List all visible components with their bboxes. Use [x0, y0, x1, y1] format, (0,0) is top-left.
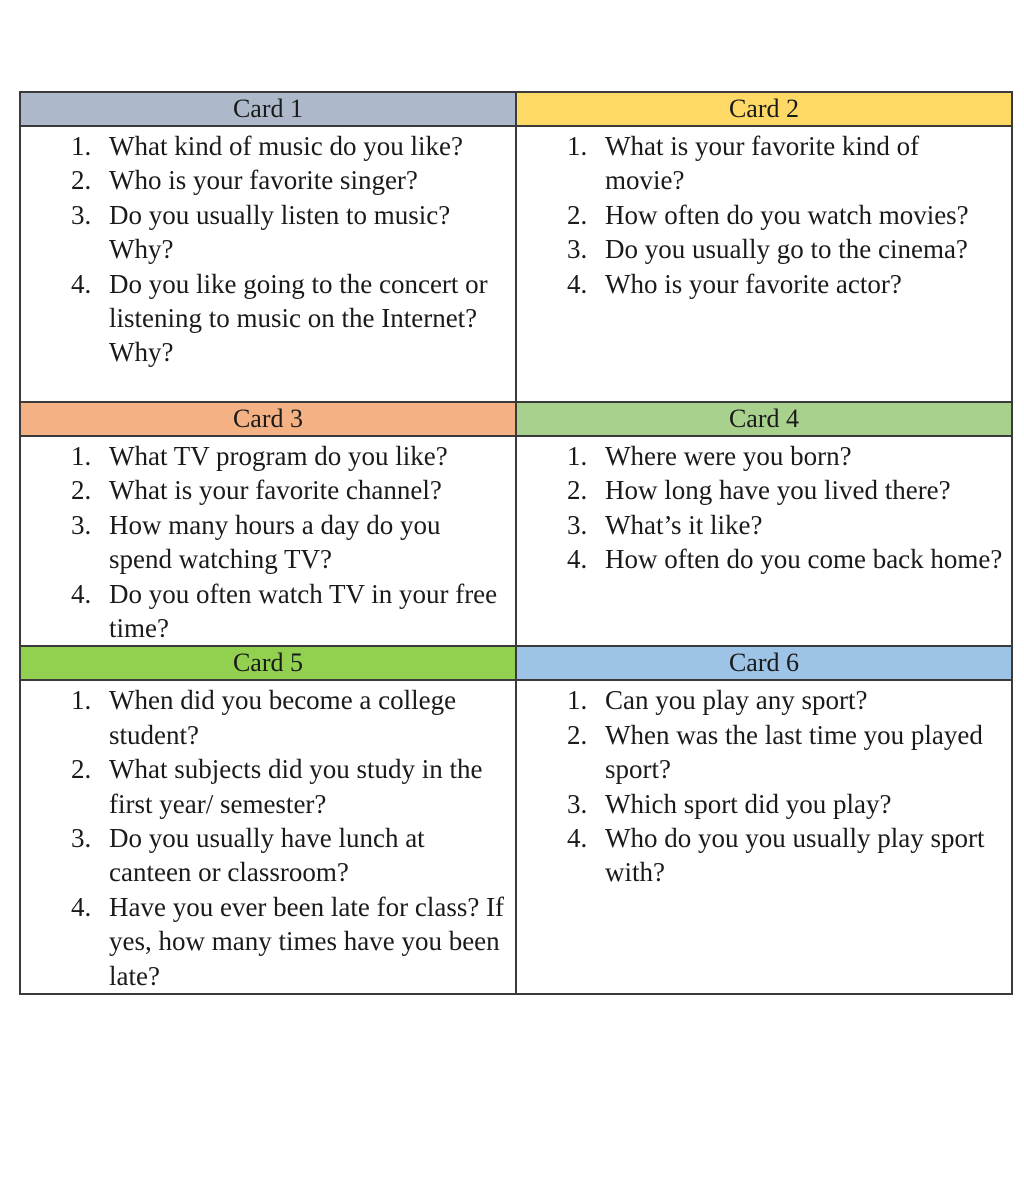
question-item	[21, 267, 515, 370]
question-item	[21, 508, 515, 577]
question-number: 3.	[567, 509, 588, 540]
card-3-header: Card 3	[20, 402, 516, 436]
question-text: Who is your favorite actor?	[605, 268, 902, 299]
question-number: 2.	[71, 754, 92, 785]
question-text: How often do you come back home?	[605, 544, 1003, 575]
question-item	[21, 752, 515, 821]
question-text: What kind of music do you like?	[109, 131, 463, 161]
card-5-header: Card 5	[20, 646, 516, 680]
card-1-body	[20, 126, 516, 402]
card-1-question-list	[21, 129, 515, 370]
question-item	[517, 787, 1011, 821]
question-text: What’s it like?	[605, 509, 763, 540]
card-5-question-list	[21, 683, 515, 993]
card-1-header: Card 1	[20, 92, 516, 126]
question-number: 1.	[567, 131, 588, 161]
question-item	[517, 542, 1011, 576]
question-number: 3.	[567, 788, 588, 819]
question-item	[21, 473, 515, 507]
question-text: How long have you lived there?	[605, 475, 951, 506]
question-number: 1.	[71, 131, 92, 161]
card-3-question-list	[21, 439, 515, 645]
question-text: Have you ever been late for class? If yes, how many times have you been late?	[109, 891, 505, 991]
card-2-header: Card 2	[516, 92, 1012, 126]
header-row	[20, 402, 1012, 436]
question-number: 2.	[567, 199, 588, 230]
question-number: 1.	[71, 441, 92, 471]
question-number: 1.	[567, 441, 588, 471]
question-number: 4.	[71, 578, 92, 609]
card-5-body	[20, 680, 516, 994]
question-number: 4.	[71, 268, 92, 299]
question-number: 2.	[71, 475, 92, 506]
question-item	[517, 267, 1011, 301]
body-row	[20, 126, 1012, 402]
question-number: 1.	[567, 685, 588, 716]
question-item	[21, 683, 515, 752]
question-item	[21, 439, 515, 473]
question-text: Do you like going to the concert or listening to music on the Internet? Why?	[109, 268, 488, 368]
card-6-question-list	[517, 683, 1011, 889]
question-number: 4.	[567, 268, 588, 299]
question-number: 3.	[71, 199, 92, 230]
question-text: Where were you born?	[605, 441, 852, 471]
question-number: 3.	[71, 823, 92, 854]
question-text: Who is your favorite singer?	[109, 165, 418, 196]
question-item	[517, 473, 1011, 507]
header-row	[20, 92, 1012, 126]
question-text: Do you usually have lunch at canteen or classroom?	[109, 823, 425, 888]
card-2-body	[516, 126, 1012, 402]
question-text: Who do you you usually play sport with?	[605, 823, 985, 888]
header-row	[20, 646, 1012, 680]
question-item	[21, 198, 515, 267]
question-number: 4.	[567, 823, 588, 854]
question-item	[21, 821, 515, 890]
question-text: When was the last time you played sport?	[605, 719, 983, 785]
question-number: 2.	[71, 165, 92, 196]
question-number: 2.	[567, 719, 588, 750]
card-2-question-list	[517, 129, 1011, 301]
question-text: When did you become a college student?	[109, 685, 457, 750]
question-number: 2.	[567, 475, 588, 506]
question-item	[517, 683, 1011, 717]
card-4-body	[516, 436, 1012, 646]
card-6-header: Card 6	[516, 646, 1012, 680]
question-text: How many hours a day do you spend watching TV?	[109, 509, 441, 575]
card-3-body	[20, 436, 516, 646]
question-number: 1.	[71, 685, 92, 716]
question-number: 3.	[71, 509, 92, 540]
question-text: What TV program do you like?	[109, 441, 448, 471]
cards-table	[19, 91, 1013, 995]
question-item	[21, 129, 515, 163]
question-text: What is your favorite channel?	[109, 475, 442, 506]
body-row	[20, 680, 1012, 994]
question-item	[21, 163, 515, 197]
question-text: How often do you watch movies?	[605, 199, 969, 230]
question-text: What subjects did you study in the first year/ semester?	[109, 754, 483, 819]
question-text: What is your favorite kind of movie?	[605, 131, 920, 196]
question-item	[21, 577, 515, 646]
question-item	[517, 718, 1011, 787]
question-text: Do you usually go to the cinema?	[605, 234, 968, 265]
question-item	[517, 232, 1011, 266]
question-item	[517, 508, 1011, 542]
body-row	[20, 436, 1012, 646]
question-item	[21, 890, 515, 993]
question-text: Which sport did you play?	[605, 788, 892, 819]
question-text: Do you often watch TV in your free time?	[109, 578, 498, 644]
card-4-question-list	[517, 439, 1011, 577]
question-item	[517, 821, 1011, 890]
question-text: Do you usually listen to music? Why?	[109, 199, 451, 265]
card-6-body	[516, 680, 1012, 994]
question-number: 3.	[567, 234, 588, 265]
question-item	[517, 198, 1011, 232]
question-item	[517, 439, 1011, 473]
question-item	[517, 129, 1011, 198]
question-text: Can you play any sport?	[605, 685, 868, 716]
card-4-header: Card 4	[516, 402, 1012, 436]
question-number: 4.	[567, 544, 588, 575]
question-number: 4.	[71, 891, 92, 922]
